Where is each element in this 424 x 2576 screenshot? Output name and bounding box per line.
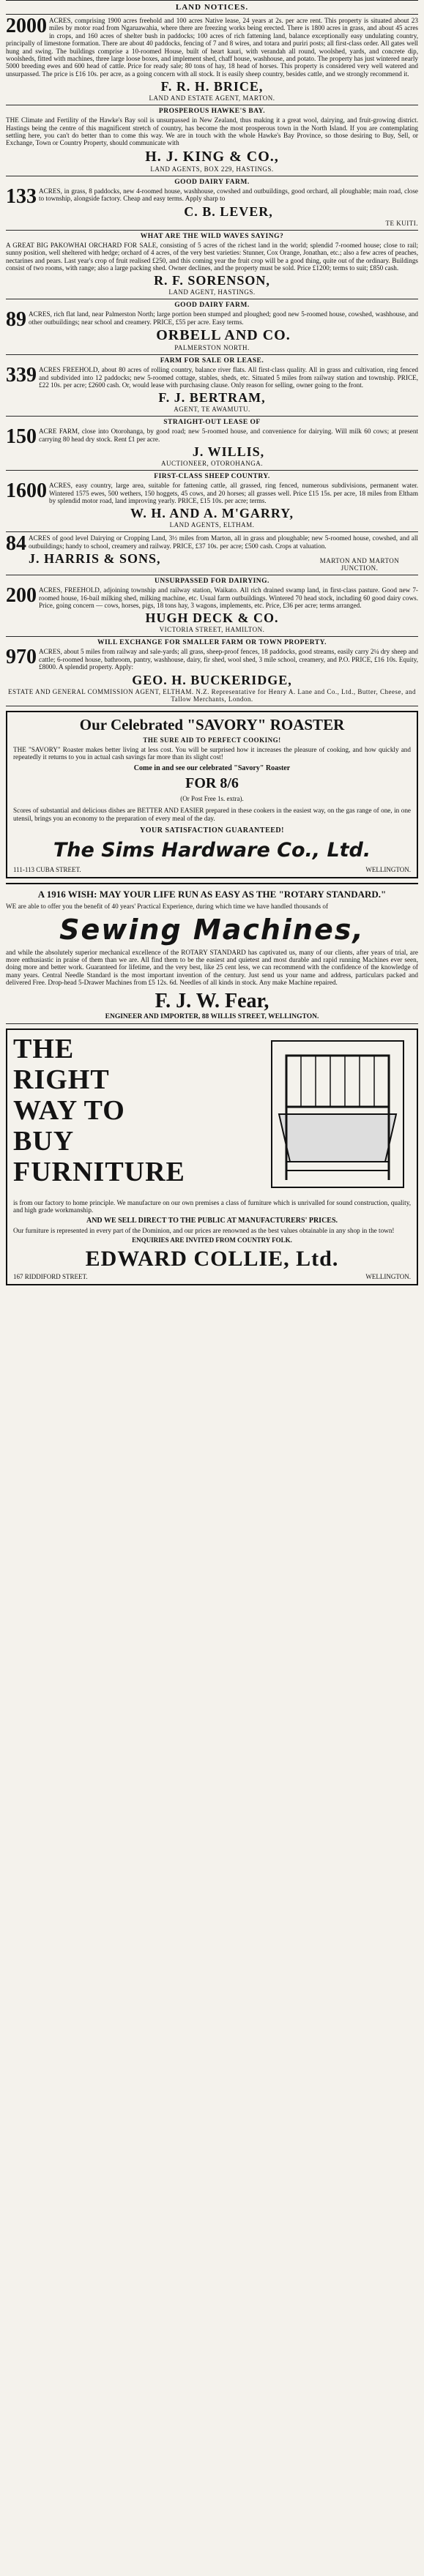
ad-acreage: 1600 <box>6 479 47 503</box>
furniture-bold: AND WE SELL DIRECT TO THE PUBLIC AT MANUFACTURERS' PRICES. <box>86 1216 338 1225</box>
land-ad-1 <box>6 15 418 105</box>
land-ad-10 <box>6 575 418 637</box>
ad-agent: C. B. LEVER, <box>184 204 273 219</box>
furniture-city: WELLINGTON. <box>365 1272 411 1280</box>
ad-agent-sub: MARTON AND MARTON JUNCTION. <box>319 557 400 572</box>
ad-body: ACRES, comprising 1900 acres freehold and 100 acres Native lease, 24 years at 2s. per acre rent. This property is situated about 23 miles by motor road from Ngaruawahia, where there are freezing works being erected. There is 1800 acres in grass, and about 45 acres in crops, and 160 acres of shelter bush in paddocks; 100 acres of rich fattening land, balance exceptionally easy undulating country, principally of limestone formation. There are about 40 paddocks, fencing of 7 and 8 wires, and totara and puriri posts; all first-class order. All gates well hung and swing. The buildings comprise a 10-roomed House, built of heart kauri, with verandah all round, woolshed, yards, and concrete dip, woolsheds, fitted with machines, three large loose boxes, and implement shed, chaff house, washhouse, and potato. The property has just wintered nearly 5000 breeding ewes and 600 head of cattle. Price for ready sale; 80 tons of hay, 18 head of horses. This property is considered very well watered and unsurpassed. The price is £16 10s. per acre, as a going concern with all stock. It is easily sheep country, besides cattle, and we strongly recommend it. <box>6 17 418 78</box>
ad-acreage: 339 <box>6 364 37 387</box>
ad-agent: J. WILLIS, <box>192 444 265 460</box>
ad-acreage: 84 <box>6 532 26 556</box>
furniture-ad <box>6 1028 418 1285</box>
newspaper-page <box>6 0 418 1285</box>
ad-agent-sub: LAND AGENTS, ELTHAM. <box>169 521 255 529</box>
roaster-ad <box>6 711 418 879</box>
ad-agent-sub: TE KUITI. <box>385 219 418 227</box>
ad-acreage: 970 <box>6 646 37 669</box>
ad-agent-sub: VICTORIA STREET, HAMILTON. <box>159 626 265 634</box>
land-ad-5 <box>6 299 418 355</box>
furniture-enquiries: ENQUIRIES ARE INVITED FROM COUNTRY FOLK. <box>132 1236 292 1244</box>
ad-heading: WHAT ARE THE WILD WAVES SAYING? <box>140 232 284 240</box>
ad-acreage: 200 <box>6 584 37 608</box>
ad-body: ACRES, easy country, large area, suitable for fattening cattle, all grassed, ring fenced, numerous subdivisions, permanent water. Wintered 1575 ewes, 500 wethers, 150 hoggets, 45 cows, and 20 horses; all grasses well. Price £15 15s. per acre, 18 miles from Eltham by splendid motor road, land improving yearly. PRICE, £15 10s. per acre; terms. <box>49 482 418 504</box>
ad-agent: H. J. KING & CO., <box>145 148 279 165</box>
roaster-guarantee: YOUR SATISFACTION GUARANTEED! <box>140 826 284 835</box>
ad-acreage: 150 <box>6 425 37 449</box>
ad-heading: GOOD DAIRY FARM. <box>174 178 250 186</box>
ad-heading: WILL EXCHANGE FOR SMALLER FARM OR TOWN PROPERTY. <box>97 639 327 647</box>
land-ad-6 <box>6 355 418 417</box>
furniture-line-4: BUY <box>13 1125 75 1157</box>
sewing-line-1: A 1916 WISH: MAY YOUR LIFE RUN AS EASY AS THE "ROTARY STANDARD." <box>37 889 387 900</box>
ad-body: A GREAT BIG PAKOWHAI ORCHARD FOR SALE, consisting of 5 acres of the richest land in the world; splendid 7-roomed house; close to rail; sunny position, well sheltered with hedge; orchard of 4 acres, of the very best varieties: Stunner, Cox Orange, Jonathan, etc.; also a few acres of peaches, nectarines and pears. Last year's crop of fruit realised £250, and this coming year the fruit crop will be a good thing, quite out of the ordinary. Buildings consist of two rooms, with range; also a large packing shed. Owner declines, and the property must be sold. Price £1200; terms to suit; £850 cash. <box>6 241 418 272</box>
ad-heading: GOOD DAIRY FARM. <box>174 302 250 310</box>
roaster-subheading: THE SURE AID TO PERFECT COOKING! <box>143 736 281 744</box>
ad-agent: ORBELL AND CO. <box>156 327 291 344</box>
roaster-body-2: Scores of substantial and delicious dishes are BETTER AND EASIER prepared in these cookers in the easiest way, on the gas range of one, in one utensil, brings you an economy to the preparation of every meal of the day. <box>13 807 411 822</box>
ad-acreage: 89 <box>6 308 26 332</box>
roaster-call: Come in and see our celebrated "Savory" Roaster <box>133 764 291 773</box>
furniture-line-5: FURNITURE <box>13 1156 185 1187</box>
roaster-heading: Our Celebrated "SAVORY" ROASTER <box>79 715 345 733</box>
bed-illustration <box>264 1034 411 1195</box>
ad-body: ACRES of good level Dairying or Cropping Land, 3½ miles from Marton, all in grass and ploughable; new 5-roomed house, cowshed, and all outbuildings; handy to school, creamery and railway. PRICE, £37 10s. per acre; £500 cash. Crops at valuation. <box>29 534 418 550</box>
ad-agent: W. H. AND A. M'GARRY, <box>130 506 294 521</box>
furniture-firm: EDWARD COLLIE, Ltd. <box>85 1246 339 1271</box>
ad-acreage: 2000 <box>6 15 47 37</box>
sewing-intro: WE are able to offer you the benefit of 40 years' Practical Experience, during which time we have handled thousands of <box>6 903 329 911</box>
ad-agent-sub: ESTATE AND GENERAL COMMISSION AGENT, ELTHAM. N.Z. Representative for Henry A. Lane and Co., Ltd., Butter, Cheese, and Tallow Merchants, London. <box>7 687 416 703</box>
ad-agent-sub: LAND AGENT, HASTINGS. <box>168 288 256 296</box>
ad-body: ACRES, FREEHOLD, adjoining township and railway station, Waikato. All rich drained swamp land, in first-class pasture. Good new 7-roomed house, 16-bail milking shed, milking machine, etc. Usual farm outbuildings. Wintered 70 head stock, including 60 good dairy cows. Price, going concern — cows, horses, pigs, 18 tons hay, 3 wagons, implements, etc. Price, £36 per acre; terms arranged. <box>39 586 418 609</box>
ad-body: ACRES, rich flat land, near Palmerston North; large portion been stumped and ploughed; good new 5-roomed house, cowshed, washhouse, and other outbuildings; near school and creamery. PRICE, £55 per acre. Easy terms. <box>29 310 418 326</box>
ad-agent-sub: PALMERSTON NORTH. <box>174 344 250 352</box>
sewing-firm: F. J. W. Fear, <box>155 989 269 1012</box>
furniture-line-1: THE <box>13 1033 75 1064</box>
ad-heading: FIRST-CLASS SHEEP COUNTRY. <box>154 473 270 481</box>
ad-body: ACRES, in grass, 8 paddocks, new 4-roomed house, washhouse, cowshed and outbuildings, good orchard, all ploughable; main road, close to township, alongside factory. Cheap and easy terms. Apply sharp to <box>39 187 418 203</box>
ad-agent-sub: AUCTIONEER, OTOROHANGA. <box>160 460 264 468</box>
land-ad-8 <box>6 471 418 532</box>
sewing-title: Sewing Machines, <box>59 913 365 946</box>
roaster-postfree: (Or Post Free 1s. extra). <box>180 795 244 803</box>
ad-body: ACRES FREEHOLD, about 80 acres of rolling country, balance river flats. All first-class quality. All in grass and cultivation, ring fenced and subdivided into 12 paddocks; new 5-roomed cottage, stables, sheds, etc. Situated 5 miles from railway station and township. PRICE, £22 10s. per acre; £2600 cash. Or, would lease with purchasing clause. Only reason for selling, owner going to the front. <box>39 366 418 389</box>
ad-heading: STRAIGHT-OUT LEASE OF <box>163 419 261 427</box>
ad-heading: PROSPEROUS HAWKE'S BAY. <box>158 108 266 116</box>
ad-agent: R. F. SORENSON, <box>154 273 270 288</box>
land-ad-4 <box>6 231 418 300</box>
ad-body: THE Climate and Fertility of the Hawke's Bay soil is unsurpassed in New Zealand, thus making it a great wool, dairying, and fruit-growing district. Hastings being the centre of this magnificent stretch of country, has become the most prosperous town in the North Island. If you are contemplating settling here, you can't do better than to come this way. We are in touch with the whole Hawke's Bay Province, so those desiring to Buy, Sell, or Exchange, Town or Country Property, should communicate with <box>6 116 418 147</box>
ad-heading: FARM FOR SALE OR LEASE. <box>160 357 264 365</box>
section-title: LAND NOTICES. <box>6 0 418 15</box>
sewing-body: and while the absolutely superior mechanical excellence of the ROTARY STANDARD has captivated us, many of our clients, after years of trial, are more enthusiastic in praise of them than we are. All find them to be the easiest and quietest and most durable and rapid running Machines ever seen, doing more and better work. Guaranteed for lifetime, and the very best, like 25 cent less, we can recommend with the confidence of the knowledge of many years. Central Needle Standard is the most important invention of the century. Just send us your name and address, particulars packed and delivered Free. Drop-head 5-Drawer Machines from £5 12s. 6d. Needles of all kinds in stock. Any make Machine repaired. <box>6 948 418 987</box>
ad-acreage: 133 <box>6 184 37 208</box>
furniture-line-3: WAY TO <box>13 1094 125 1126</box>
furniture-body-1: is from our factory to home principle. We manufacture on our own premises a class of furniture which is unrivalled for sound construction, quality, and high grade workmanship. <box>13 1198 411 1214</box>
ad-heading: UNSURPASSED FOR DAIRYING. <box>155 578 269 586</box>
ad-agent-sub: LAND AGENTS, BOX 229, HASTINGS. <box>150 165 274 173</box>
furniture-line-2: RIGHT <box>13 1064 110 1095</box>
ad-agent-sub: AGENT, TE AWAMUTU. <box>174 406 250 414</box>
ad-agent: F. J. BERTRAM, <box>158 390 266 406</box>
ad-agent: HUGH DECK & CO. <box>145 611 279 626</box>
land-ad-7 <box>6 417 418 471</box>
land-ad-2 <box>6 105 418 176</box>
ad-agent: J. HARRIS & SONS, <box>29 551 161 567</box>
ad-agent-sub: LAND AND ESTATE AGENT, MARTON. <box>149 94 275 102</box>
land-ad-11 <box>6 637 418 706</box>
ad-agent: GEO. H. BUCKERIDGE, <box>132 672 292 687</box>
roaster-address: 111-113 CUBA STREET. <box>13 866 81 874</box>
furniture-address: 167 RIDDIFORD STREET. <box>13 1272 88 1280</box>
ad-body: ACRE FARM, close into Otorohanga, by good road; new 5-roomed house, and convenience for dairying. Will milk 60 cows; at present carrying 80 head dry stock. Rent £1 per acre. <box>39 428 418 443</box>
sewing-ad <box>6 883 418 1023</box>
roaster-city: WELLINGTON. <box>365 866 411 874</box>
ad-body: ACRES, about 5 miles from railway and sale-yards; all grass, sheep-proof fences, 18 paddocks, good streams, easily carry 2¼ dry sheep and cattle; 6-roomed house, bathroom, pantry, washhouse, dairy, fir shed, wool shed, 3 mile school, creamery, and P.O. PRICE, £16 10s. Equity, £8000. A splendid property. Apply: <box>39 648 418 671</box>
furniture-body-2: Our furniture is represented in every part of the Dominion, and our prices are renowned as the best values obtainable in any shop in the town! <box>13 1226 395 1234</box>
sewing-address: ENGINEER AND IMPORTER, 88 WILLIS STREET, WELLINGTON. <box>105 1012 319 1020</box>
land-ad-3 <box>6 176 418 231</box>
ad-agent: F. R. H. BRICE, <box>160 79 264 94</box>
land-ad-9 <box>6 532 418 575</box>
roaster-body-1: THE "SAVORY" Roaster makes better living at less cost. You will be surprised how it increases the pleasure of cooking, and how quickly and repeatedly it returns to you in actual cash savings far more than its slight cost! <box>13 745 411 761</box>
roaster-price: FOR 8/6 <box>185 775 239 792</box>
roaster-firm: The Sims Hardware Co., Ltd. <box>53 839 371 862</box>
